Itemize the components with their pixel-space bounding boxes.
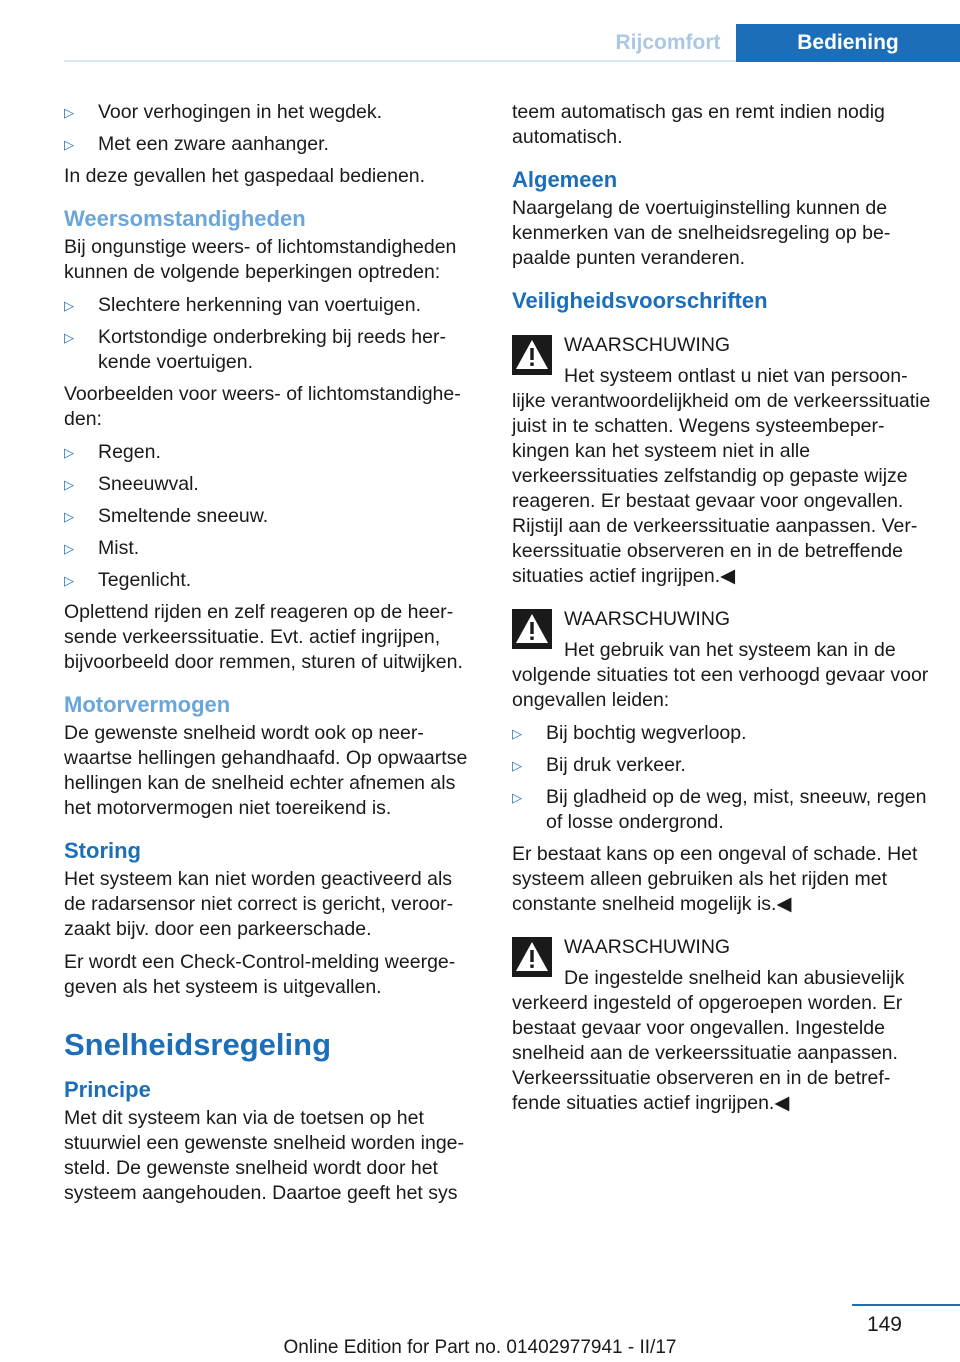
warning-triangle-icon — [512, 335, 552, 375]
section-heading-principe: Principe — [64, 1077, 151, 1102]
chapter-heading-snelheidsregeling: Snelheidsregeling — [64, 1027, 332, 1062]
tab-rijcomfort[interactable]: Rijcomfort — [615, 31, 721, 54]
warning-text: Het gebruik van het systeem kan in de volgende situaties tot een verhoogd gevaar voor ongevallen leiden: — [512, 639, 929, 711]
warning-block — [512, 935, 932, 1116]
paragraph: Het systeem kan niet worden geactiveerd als de radarsensor niet correct is gericht, veroorzaakt bijv. door een parkeerschade. — [64, 868, 454, 940]
triangle-bullet-icon: ▷ — [512, 726, 522, 741]
list-item: ▷ Slechtere herkenning van voertuigen. — [64, 294, 422, 316]
triangle-bullet-icon: ▷ — [64, 573, 74, 588]
list-item: ▷ Bij bochtig wegverloop. — [512, 722, 747, 744]
list-item: ▷ Met een zware aanhanger. — [64, 133, 329, 155]
list-item: ▷ Bij gladheid op de weg, mist, sneeuw, regen of losse ondergrond. — [512, 786, 927, 833]
warning-block — [512, 607, 932, 713]
section-heading-veiligheidsvoorschriften: Veiligheidsvoorschriften — [512, 288, 768, 313]
paragraph: Oplettend rijden en zelf reageren op de heersende verkeerssituatie. Evt. actief ingrijpen, bijvoorbeeld door remmen, sturen of uitwijken. — [64, 601, 463, 673]
warning-block — [512, 333, 932, 589]
triangle-bullet-icon: ▷ — [512, 758, 522, 773]
triangle-bullet-icon: ▷ — [64, 477, 74, 492]
warning-title: WAARSCHUWING — [564, 936, 731, 958]
list-item: ▷ Smeltende sneeuw. — [64, 505, 269, 527]
triangle-bullet-icon: ▷ — [64, 137, 74, 152]
bullet-list — [64, 440, 478, 593]
warning-triangle-icon — [512, 609, 552, 649]
bullet-list — [64, 100, 478, 157]
paragraph: Bij ongunstige weers- of lichtomstandigheden kunnen de volgende beperkingen optreden: — [64, 236, 457, 283]
warning-title: WAARSCHUWING — [564, 608, 731, 630]
paragraph: teem automatisch gas en remt indien nodig automatisch. — [512, 101, 885, 148]
paragraph: Er bestaat kans op een ongeval of schade. Het systeem alleen gebruiken als het rijden met constante snelheid mogelijk is.◀ — [512, 843, 918, 915]
edition-line: Online Edition for Part no. 01402977941 - II/17 — [283, 1337, 677, 1358]
page-number: 149 — [866, 1313, 902, 1336]
footer-rule — [852, 1304, 960, 1306]
section-heading-algemeen: Algemeen — [512, 167, 618, 192]
paragraph: Naargelang de voertuiginstelling kunnen de kenmerken van de snelheidsregeling op bepaalde punten veranderen. — [512, 197, 891, 269]
paragraph: Met dit systeem kan via de toetsen op het stuurwiel een gewenste snelheid worden ingesteld. De gewenste snelheid wordt door het systeem aangehouden. Daartoe geeft het sys — [64, 1107, 465, 1204]
right-column — [512, 100, 932, 1124]
warning-triangle-icon — [512, 937, 552, 977]
triangle-bullet-icon: ▷ — [64, 105, 74, 120]
section-heading-motorvermogen: Motorvermogen — [64, 692, 231, 717]
bullet-list — [512, 721, 932, 835]
left-column — [64, 100, 478, 1214]
section-heading-storing: Storing — [64, 838, 141, 863]
warning-text: Het systeem ontlast u niet van persoonlijke verantwoordelijkheid om de verkeerssituatie juist in te schatten. Wegens systeembeperkingen kan het systeem niet in alle verkeerssituaties zelfstandig op gepaste wijze reageren. Er bestaat gevaar voor ongevallen. Rijstijl aan de verkeerssituatie aanpassen. Verkeerssituatie observeren en in de betreffende situaties actief ingrijpen.◀ — [512, 365, 931, 587]
triangle-bullet-icon: ▷ — [64, 445, 74, 460]
list-item: ▷ Regen. — [64, 441, 161, 463]
warning-text: De ingestelde snelheid kan abusievelijk verkeerd ingesteld of opgeroepen worden. Er bestaat gevaar voor ongevallen. Ingestelde snelheid aan de verkeerssituatie aanpassen. Verkeerssituatie observeren en in de betreffende situaties actief ingrijpen.◀ — [512, 967, 905, 1114]
list-item: ▷ Voor verhogingen in het wegdek. — [64, 101, 383, 123]
paragraph: De gewenste snelheid wordt ook op neerwaartse hellingen gehandhaafd. Op opwaartse hellingen kan de snelheid echter afnemen als het motorvermogen niet toereikend is. — [64, 722, 468, 819]
section-heading-weersomstandigheden: Weersomstandigheden — [64, 206, 306, 231]
triangle-bullet-icon: ▷ — [64, 330, 74, 345]
paragraph: In deze gevallen het gaspedaal bedienen. — [64, 165, 426, 187]
triangle-bullet-icon: ▷ — [64, 541, 74, 556]
list-item: ▷ Tegenlicht. — [64, 569, 192, 591]
paragraph: Voorbeelden voor weers- of lichtomstandigheden: — [64, 383, 461, 430]
list-item: ▷ Kortstondige onderbreking bij reeds herkende voertuigen. — [64, 326, 446, 373]
bullet-list — [64, 293, 478, 375]
tab-bediening[interactable]: Bediening — [736, 24, 960, 62]
list-item: ▷ Bij druk verkeer. — [512, 754, 686, 776]
list-item: ▷ Mist. — [64, 537, 140, 559]
triangle-bullet-icon: ▷ — [64, 509, 74, 524]
triangle-bullet-icon: ▷ — [64, 298, 74, 313]
triangle-bullet-icon: ▷ — [512, 790, 522, 805]
paragraph: Er wordt een Check-Control-melding weergegeven als het systeem is uitgevallen. — [64, 951, 456, 998]
warning-title: WAARSCHUWING — [564, 334, 731, 356]
list-item: ▷ Sneeuwval. — [64, 473, 199, 495]
